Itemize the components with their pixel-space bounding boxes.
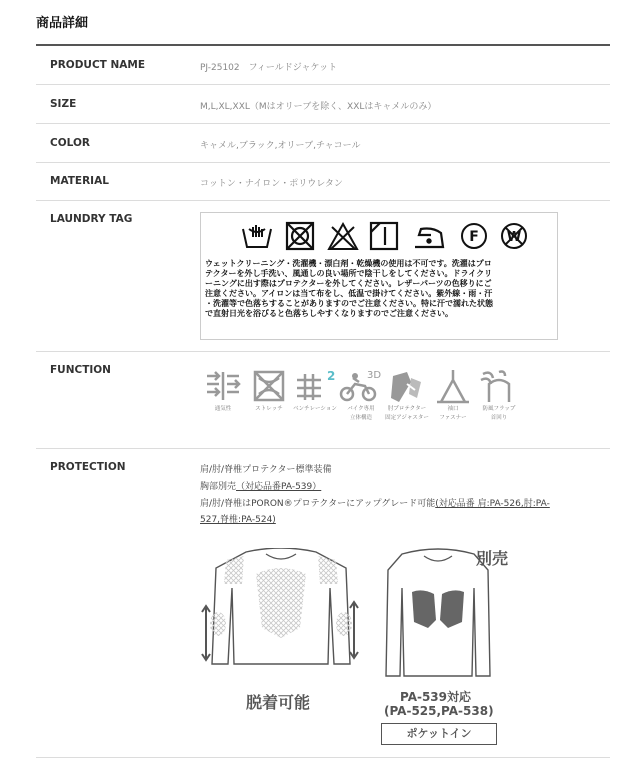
function-item — [292, 368, 338, 432]
function-item — [338, 368, 384, 432]
pa525-caption: (PA-525,PA-538) — [384, 704, 494, 718]
hand-wash-icon — [243, 225, 271, 247]
row-material — [36, 163, 610, 201]
cuff-fastener-icon — [433, 368, 473, 404]
svg-text:F: F — [469, 229, 479, 245]
sold-separately-badge: 別売 — [476, 549, 509, 568]
protection-line-2 — [200, 479, 321, 492]
function-item — [384, 368, 430, 432]
function-item — [200, 368, 246, 432]
laundry-line: テクターを外し手洗い、風通しの良い場所で陰干しをしてください。ドライクリ — [205, 269, 493, 278]
breathable-icon — [203, 368, 243, 404]
ventilation-icon — [293, 368, 337, 404]
color-value: キャメル,ブラック,オリーブ,チャコール — [200, 141, 361, 151]
dry-clean-f-icon — [462, 224, 486, 248]
laundry-line: ーニングに出す際はプロテクターを外してください。レザーパーツの色移りにご — [205, 279, 492, 288]
pa539-caption: PA-539対応 — [400, 690, 472, 704]
function-caption-2: 立体構造 — [349, 415, 372, 421]
function-caption-2: ファスナー — [439, 415, 467, 421]
function-caption: 防風フラップ — [482, 406, 516, 412]
product-name-value: PJ-25102 フィールドジャケット — [200, 63, 338, 73]
function-caption: 肘プロテクター — [387, 406, 427, 412]
function-caption-2: 首回り — [490, 415, 508, 421]
product-name-label: PRODUCT NAME — [50, 59, 146, 71]
page-title: 商品詳細 — [36, 16, 89, 31]
function-caption: ストレッチ — [255, 406, 283, 412]
laundry-icons — [221, 221, 541, 251]
bike-badge: 3D — [367, 370, 382, 381]
function-item — [246, 368, 292, 432]
line-dry-shade-icon — [371, 223, 397, 249]
laundry-line: 注意ください。アイロンは当て布をし、低温で掛けてください。紫外線・雨・汗 — [205, 289, 493, 298]
laundry-line: で直射日光を浴びると色落ちしやすくなりますのでご注意ください。 — [205, 309, 453, 318]
no-tumble-dry-icon — [287, 223, 313, 249]
function-caption: ベンチレーション — [293, 406, 337, 412]
function-item — [430, 368, 476, 432]
protection-line-3 — [200, 496, 550, 509]
upgrade-parts-link[interactable]: (対応品番 肩:PA-526,肘:PA- — [435, 499, 550, 509]
function-label: FUNCTION — [50, 364, 111, 376]
chest-sold-separately: 胸部別売 — [200, 482, 237, 492]
protection-line-1: 肩/肘/脊椎プロテクター標準装備 — [200, 465, 332, 475]
pocket-in-badge: ポケットイン — [381, 723, 497, 745]
stretch-icon — [249, 368, 289, 404]
laundry-tag-box — [200, 212, 558, 340]
function-caption: 通気性 — [214, 406, 232, 412]
function-item — [476, 368, 522, 432]
laundry-tag-label: LAUNDRY TAG — [50, 213, 133, 225]
no-bleach-icon — [329, 224, 357, 249]
jacket-removable-protector-illustration — [196, 548, 366, 688]
elbow-adjuster-icon — [387, 368, 427, 404]
material-label: MATERIAL — [50, 175, 109, 187]
color-label: COLOR — [50, 137, 90, 149]
iron-low-icon — [415, 229, 443, 248]
laundry-line: ・洗濯等で色落ちすることがありますのでご注意ください。特に汗で濡れた状態 — [205, 299, 493, 308]
size-value: M,L,XL,XXL（Mはオリーブを除く、XXLはキャメルのみ） — [200, 102, 437, 112]
svg-text:W: W — [506, 230, 522, 245]
no-wet-clean-icon — [502, 224, 526, 248]
function-caption: 袖口 — [447, 406, 459, 412]
upgrade-parts-link-cont[interactable]: 527,脊椎:PA-524) — [200, 515, 276, 525]
jacket-chest-protector-illustration — [382, 548, 494, 688]
function-caption: バイク専用 — [347, 406, 375, 412]
laundry-instructions — [205, 259, 551, 319]
material-value: コットン・ナイロン・ポリウレタン — [200, 179, 343, 189]
function-caption-2: 固定アジャスター — [385, 415, 429, 421]
protection-label: PROTECTION — [50, 461, 126, 473]
bike-3d-icon — [339, 368, 383, 404]
laundry-line: ウェットクリーニング・洗濯機・漂白剤・乾燥機の使用は不可です。洗濯はプロ — [205, 259, 492, 268]
ventilation-badge: 2 — [327, 369, 336, 383]
chest-part-link[interactable]: （対応品番PA-539） — [236, 482, 322, 492]
windproof-flap-icon — [479, 368, 519, 404]
size-label: SIZE — [50, 98, 77, 110]
removable-caption: 脱着可能 — [246, 693, 311, 712]
row-product-name — [36, 46, 610, 85]
row-size — [36, 85, 610, 124]
upgrade-text: 肩/肘/脊椎はPORON®プロテクターにアップグレード可能 — [200, 499, 436, 509]
row-color — [36, 124, 610, 163]
